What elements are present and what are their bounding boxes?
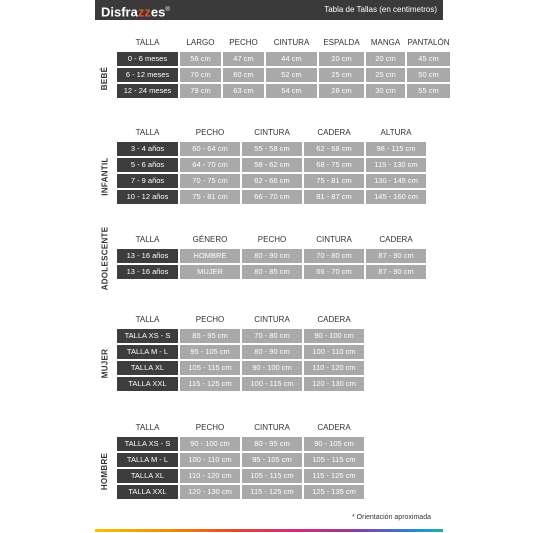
value-cell: 55 cm xyxy=(407,84,450,98)
value-cell: 44 cm xyxy=(266,52,317,66)
section-infantil xyxy=(95,126,443,208)
value-cell: 95 - 105 cm xyxy=(242,453,302,467)
size-table-mujer xyxy=(117,313,364,391)
value-cell: 130 - 145 cm xyxy=(366,174,426,188)
value-cell: 45 cm xyxy=(407,52,450,66)
value-cell: 110 - 120 cm xyxy=(304,361,364,375)
value-cell: 115 - 125 cm xyxy=(242,485,302,499)
value-cell: 58 - 62 cm xyxy=(242,158,302,172)
value-cell: 90 - 100 cm xyxy=(242,361,302,375)
section-mujer xyxy=(95,313,443,395)
value-cell: 100 - 110 cm xyxy=(304,345,364,359)
size-label: 3 - 4 años xyxy=(117,142,178,156)
size-label: 13 - 16 años xyxy=(117,249,178,263)
value-cell: 90 - 100 cm xyxy=(304,329,364,343)
column-header: PECHO xyxy=(195,315,225,324)
size-label: 7 - 9 años xyxy=(117,174,178,188)
value-cell: 105 - 115 cm xyxy=(304,453,364,467)
page-title: Tabla de Tallas (en centimetros) xyxy=(324,5,437,14)
size-table-hombre xyxy=(117,421,364,499)
section-hombre xyxy=(95,421,443,503)
value-cell: 90 - 105 cm xyxy=(304,437,364,451)
size-table-infantil xyxy=(117,126,426,204)
value-cell: 95 - 105 cm xyxy=(180,345,240,359)
value-cell: 70 - 80 cm xyxy=(304,249,364,263)
column-header: TALLA xyxy=(135,423,160,432)
value-cell: 20 cm xyxy=(319,52,364,66)
section-label: HOMBRE xyxy=(100,452,110,490)
size-label: 5 - 6 años xyxy=(117,158,178,172)
column-header: TALLA xyxy=(135,38,160,47)
size-label: TALLA XXL xyxy=(117,377,178,391)
brand-prefix: Disfra xyxy=(101,4,138,20)
brand-trademark: ® xyxy=(165,7,170,13)
value-cell: 47 cm xyxy=(223,52,264,66)
size-label: TALLA XL xyxy=(117,469,178,483)
value-cell: 62 - 68 cm xyxy=(304,142,364,156)
value-cell: 145 - 160 cm xyxy=(366,190,426,204)
size-label: 10 - 12 años xyxy=(117,190,178,204)
value-cell: 87 - 90 cm xyxy=(366,249,426,263)
value-cell: 70 - 75 cm xyxy=(180,174,240,188)
column-header: LARGO xyxy=(186,38,215,47)
value-cell: 20 cm xyxy=(366,52,405,66)
value-cell: 120 - 130 cm xyxy=(180,485,240,499)
value-cell: 75 - 81 cm xyxy=(304,174,364,188)
value-cell: 25 cm xyxy=(366,68,405,82)
section-label: ADOLESCENTE xyxy=(100,226,110,290)
column-header: MANGA xyxy=(370,38,401,47)
value-cell: 66 - 70 cm xyxy=(242,190,302,204)
value-cell: 63 cm xyxy=(223,84,264,98)
value-cell: 70 cm xyxy=(180,68,221,82)
value-cell: 28 cm xyxy=(319,84,364,98)
column-header: TALLA xyxy=(135,235,160,244)
value-cell: 68 - 75 cm xyxy=(304,158,364,172)
rainbow-footer-bar xyxy=(95,529,443,532)
value-cell: 100 - 115 cm xyxy=(242,377,302,391)
size-label: TALLA M - L xyxy=(117,345,178,359)
value-cell: 120 - 130 cm xyxy=(304,377,364,391)
value-cell: 66 - 70 cm xyxy=(304,265,364,279)
size-label: TALLA XL xyxy=(117,361,178,375)
column-header: GÉNERO xyxy=(192,235,228,244)
value-cell: 56 cm xyxy=(180,52,221,66)
size-label: TALLA XS - S xyxy=(117,329,178,343)
column-header: CINTURA xyxy=(273,38,310,47)
column-header: CINTURA xyxy=(254,423,290,432)
brand-logo xyxy=(101,2,170,20)
column-header: PECHO xyxy=(195,128,225,137)
column-header: CADERA xyxy=(317,315,351,324)
column-header: CADERA xyxy=(379,235,413,244)
value-cell: 80 - 90 cm xyxy=(242,249,302,263)
value-cell: 52 cm xyxy=(266,68,317,82)
header-bar xyxy=(95,0,443,20)
column-header: CINTURA xyxy=(254,315,290,324)
section-adolescente xyxy=(95,226,443,290)
column-header: CINTURA xyxy=(254,128,290,137)
column-header: CADERA xyxy=(317,423,351,432)
brand-mark: zz xyxy=(137,4,151,20)
value-cell: 125 - 135 cm xyxy=(304,485,364,499)
value-cell: 60 - 64 cm xyxy=(180,142,240,156)
value-cell: 115 - 130 cm xyxy=(366,158,426,172)
section-label: MUJER xyxy=(100,348,110,378)
column-header: CINTURA xyxy=(316,235,352,244)
value-cell: 100 - 110 cm xyxy=(180,453,240,467)
column-header: ESPALDA xyxy=(323,38,360,47)
value-cell: 79 cm xyxy=(180,84,221,98)
brand-suffix: es xyxy=(150,4,166,20)
value-cell: 54 cm xyxy=(266,84,317,98)
value-cell: 55 - 58 cm xyxy=(242,142,302,156)
value-cell: 30 cm xyxy=(366,84,405,98)
value-cell: 70 - 80 cm xyxy=(242,329,302,343)
column-header: PECHO xyxy=(229,38,258,47)
value-cell: 115 - 125 cm xyxy=(304,469,364,483)
footnote: * Orientación aproximada xyxy=(352,514,431,521)
value-cell: 80 - 90 cm xyxy=(242,345,302,359)
value-cell: 62 - 66 cm xyxy=(242,174,302,188)
value-cell: 75 - 81 cm xyxy=(180,190,240,204)
column-header: CADERA xyxy=(317,128,351,137)
value-cell: MUJER xyxy=(180,265,240,279)
value-cell: 81 - 87 cm xyxy=(304,190,364,204)
value-cell: 87 - 90 cm xyxy=(366,265,426,279)
size-label: 6 - 12 meses xyxy=(117,68,178,82)
value-cell: 110 - 120 cm xyxy=(180,469,240,483)
size-label: TALLA M - L xyxy=(117,453,178,467)
size-table-adolescente xyxy=(117,233,426,279)
size-table-bebe xyxy=(117,36,450,98)
column-header: PECHO xyxy=(257,235,287,244)
size-label: 12 - 24 meses xyxy=(117,84,178,98)
section-label: INFANTIL xyxy=(100,156,110,196)
value-cell: 25 cm xyxy=(319,68,364,82)
column-header: TALLA xyxy=(135,315,160,324)
value-cell: 105 - 115 cm xyxy=(180,361,240,375)
value-cell: 64 - 70 cm xyxy=(180,158,240,172)
column-header: PECHO xyxy=(195,423,225,432)
value-cell: 90 - 100 cm xyxy=(180,437,240,451)
size-label: 13 - 16 años xyxy=(117,265,178,279)
value-cell: 80 - 95 cm xyxy=(242,437,302,451)
column-header: ALTURA xyxy=(380,128,412,137)
value-cell: 50 cm xyxy=(407,68,450,82)
value-cell: 98 - 115 cm xyxy=(366,142,426,156)
column-header: TALLA xyxy=(135,128,160,137)
section-label: BEBÉ xyxy=(100,66,110,90)
value-cell: 80 - 85 cm xyxy=(242,265,302,279)
value-cell: 60 cm xyxy=(223,68,264,82)
section-bebe xyxy=(95,36,450,100)
size-label: TALLA XXL xyxy=(117,485,178,499)
column-header: PANTALÓN xyxy=(407,38,450,47)
size-label: 0 - 6 meses xyxy=(117,52,178,66)
value-cell: 85 - 95 cm xyxy=(180,329,240,343)
value-cell: 115 - 125 cm xyxy=(180,377,240,391)
value-cell: 105 - 115 cm xyxy=(242,469,302,483)
size-label: TALLA XS - S xyxy=(117,437,178,451)
value-cell: HOMBRE xyxy=(180,249,240,263)
